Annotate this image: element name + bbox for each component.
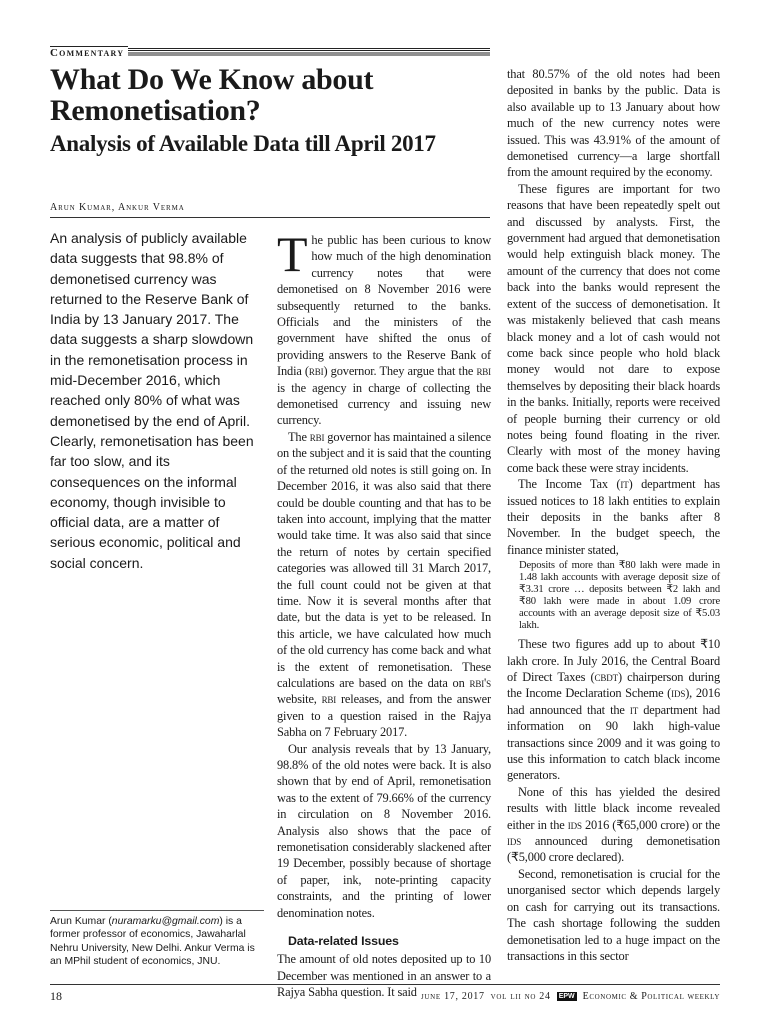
- section-rule: [128, 48, 490, 57]
- text-run: he public has been curious to know how much of the high denomination currency notes that were demonetised on 8 November 2016 were subsequently returned to the banks. Officials and the ministers of the government have shifted the onus of providing answers to the Reserve Bank of India (: [277, 233, 491, 379]
- abbr-cbdt: cbdt: [594, 670, 618, 684]
- text-run: releases, and from the answer given to a question raised in the Rajya Sabha on 7 February 2017.: [277, 692, 491, 740]
- text-run: department had information on 90 lakh high-value transactions since 2009 and it was going to use this information to catch black income generators.: [507, 702, 720, 783]
- paragraph: These figures are important for two reasons that have been repeatedly spelt out and discussed by analysts. First, the government had argued that demonetisation would help extinguish black money. The amount of the currency that does not come back into the banks would represent the extent of the success of demonetisation. It was mistakenly believed that cash means black money and a lot of cash would not come back since people who hold black money would not dare to expose themselves by depositing their black hoards in the banks. Initially, reports were received of people burning their currency or old notes being found floating in the river. Clearly with most of the money having come back these were stray incidents.: [507, 181, 720, 475]
- text-run: ) governor. They argue that the: [323, 364, 477, 379]
- article-title: What Do We Know about Remonetisation?: [50, 63, 374, 127]
- text-run: ) department has issued notices to 18 lakh entities to explain their deposits in the banks after 8 November. In the budget speech, the finance minister stated,: [507, 477, 720, 557]
- body-column-2: [507, 66, 720, 964]
- paragraph: [507, 784, 720, 866]
- abbr-ids: ids: [567, 817, 582, 832]
- text-run: announced during demonetisation (₹5,000 crore declared).: [507, 834, 720, 865]
- section-header: [50, 46, 490, 58]
- abbr-it: it: [629, 702, 639, 717]
- abbr-rbi: rbi: [309, 429, 325, 444]
- journal-name: Economic & Political weekly: [582, 991, 720, 1002]
- paragraph: [277, 429, 491, 741]
- abbr-rbi: rbi: [321, 692, 337, 707]
- text-run: website,: [277, 692, 322, 707]
- author-note: [50, 910, 264, 969]
- abbr-ids: ids: [507, 834, 522, 849]
- footer-issue-info: [421, 991, 720, 1002]
- text-run: These two figures add up to about ₹10 lakh crore. In July 2016, the Central Board of Direct Taxes (: [507, 637, 720, 684]
- volume-number: vol lii no 24: [490, 991, 551, 1002]
- body-column-1: [277, 226, 491, 1001]
- paragraph: [507, 636, 720, 784]
- paragraph: [277, 226, 491, 429]
- page-footer: [50, 984, 720, 1002]
- paragraph: Second, remonetisation is crucial for the unorganised sector which depends largely on cash for carrying out its transactions. The cash shortage following the sudden demonetisation led to a huge impact on the transactions in this sector: [507, 866, 720, 963]
- abbr-rbi: rbi: [476, 364, 491, 379]
- text-run: is the agency in charge of collecting the demonetised currency and issuing new currency.: [277, 380, 491, 428]
- abbr-rbis: rbi's: [469, 675, 491, 690]
- epw-logo: EPW: [558, 993, 575, 1000]
- abbr-it: it: [620, 477, 629, 492]
- text-run: ), 2016 had announced that the: [507, 686, 720, 717]
- block-quote: Deposits of more than ₹80 lakh were made in 1.48 lakh accounts with average deposit size of ₹3.31 crore … deposits between ₹2 lakh and ₹80 lakh were made in about 1.09 crore accounts with an average deposit size of ₹5.03 lakh.: [519, 560, 720, 632]
- text-run: governor has maintained a silence on the subject and it is said that the counting of the returned old notes is still going on. In December 2016, it was also said that there could be double counting and that has to be taken into account, implying that the matter would take time. It was also said that since the return of notes by certain specified categories was allowed till 31 March 2017, the full count could not be given at that time. Now it is several months after that date, but the data is yet to be released. In this article, we have calculated how much of the old currency has come back and what is the extent of remonetisation. These calculations are based on the data on: [277, 429, 491, 690]
- text-run: The Income Tax (: [518, 477, 621, 492]
- author-note-text: Arun Kumar (: [50, 916, 112, 927]
- author-email: nuramarku@gmail.com: [111, 916, 220, 927]
- abstract: An analysis of publicly available data suggests that 98.8% of demonetised currency was returned to the Reserve Bank of India by 13 January 2017. The data suggests a sharp slowdown in the remonetisation process in mid-December 2016, which reached only 80% of what was demonetised by the end of April. Clearly, remonetisation has been far too slow, and its consequences on the informal economy, though invisible to official data, are a matter of serious economic, political and social concern.: [50, 230, 254, 571]
- paragraph: Our analysis reveals that by 13 January, 98.8% of the old notes were back. It is also shown that by end of April, remonetisation was to the extent of 79.66% of the currency in circulation on 8 November 2016. Analysis also shows that the pace of remonetisation considerably slackened after 19 December, possibly because of shortage of paper, ink, note-printing capacity constraints, and the printing of lower denomination notes.: [277, 741, 491, 920]
- drop-cap: T: [277, 226, 308, 282]
- abbr-ids: ids: [671, 686, 686, 701]
- text-run: ) chairperson during the Income Declaration Scheme (: [507, 670, 720, 701]
- section-label: Commentary: [50, 46, 128, 59]
- text-run: 2016 (₹65,000 crore) or the: [581, 817, 720, 832]
- author-note-text: ) is a former professor of economics, Jawaharlal Nehru University, New Delhi. Ankur Verma is an MPhil student of economics, JNU.: [50, 916, 255, 968]
- article-authors: Arun Kumar, Ankur Verma: [50, 202, 490, 218]
- issue-date: june 17, 2017: [420, 991, 485, 1002]
- article-subtitle: Analysis of Available Data till April 2017: [50, 131, 436, 156]
- paragraph: [507, 476, 720, 558]
- text-run: None of this has yielded the desired results with little black income revealed either in the: [507, 784, 720, 832]
- paragraph-continued: that 80.57% of the old notes had been deposited in banks by the public. Data is also available up to 13 January about how much of the new currency notes were issued. This was 43.91% of the amount of demonetised currency—a large shortfall from the amount required by the economy.: [507, 67, 720, 180]
- abbr-rbi: rbi: [308, 364, 324, 379]
- section-heading: Data-related Issues: [288, 934, 399, 949]
- page-number: 18: [50, 989, 62, 1003]
- text-run: The: [288, 429, 310, 444]
- paragraph: The amount of old notes deposited up to 10 December was mentioned in an answer to a Rajya Sabha question. It said: [277, 952, 491, 1000]
